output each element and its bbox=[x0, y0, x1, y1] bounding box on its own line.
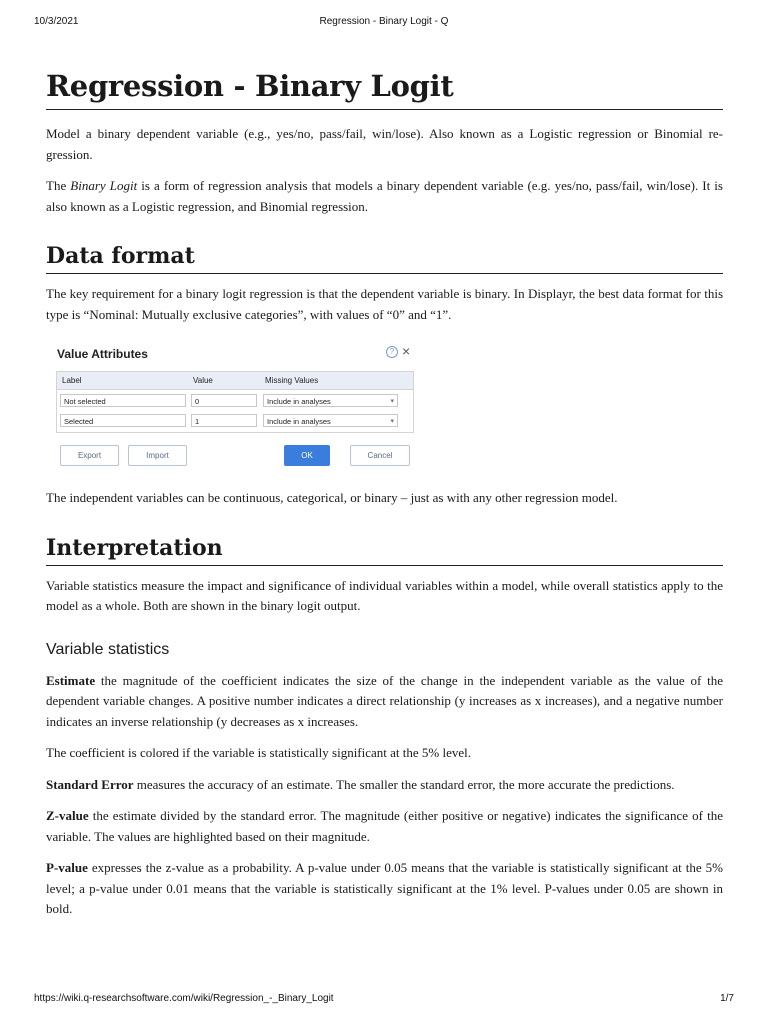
ok-button[interactable]: OK bbox=[284, 445, 330, 466]
page-title: Regression - Binary Logit bbox=[46, 62, 723, 110]
column-header-label: Label bbox=[62, 376, 82, 385]
table-header bbox=[57, 372, 413, 390]
cancel-button[interactable]: Cancel bbox=[350, 445, 410, 466]
estimate-paragraph: Estimate the magnitude of the coefficient indicates the size of the change in the independent variable as the value of the dependent variable changes. A positive number indicates a direct relationship (y increases as x increases), and a negative number indicates an inverse relationship (y decreases as x increases. bbox=[46, 672, 723, 729]
print-footer bbox=[34, 993, 734, 1007]
variable-statistics-heading: Variable statistics bbox=[46, 640, 170, 658]
close-icon[interactable]: × bbox=[402, 343, 411, 359]
independent-variables-paragraph: The independent variables can be continuous, categorical, or binary – just as with any other regression model. bbox=[46, 490, 618, 505]
interpretation-heading: Interpretation bbox=[46, 533, 723, 566]
p-value-paragraph: P-value expresses the z-value as a probability. A p-value under 0.05 means that the variable is statistically significant at the 5% level; a p-value under 0.01 means that the variable is statistically significant at the 1% level. P-values under 0.05 are shown in bold. bbox=[46, 860, 723, 916]
column-header-missing-values: Missing Values bbox=[265, 376, 319, 385]
data-format-paragraph: The key requirement for a binary logit regression is that the dependent variable is binary. In Displayr, the best data format for this type is “Nominal: Mutually exclusive categories”, with values of “0” and “1”. bbox=[46, 286, 723, 322]
label-input[interactable]: Selected bbox=[60, 414, 186, 427]
z-value-paragraph: Z-value the estimate divided by the standard error. The magnitude (either positive or negative) indicates the significance of the variable. The values are highlighted based on their magnitude. bbox=[46, 808, 723, 844]
missing-values-select[interactable]: Include in analyses ▾ bbox=[263, 414, 398, 427]
binary-logit-term: Binary Logit bbox=[70, 178, 138, 193]
help-icon[interactable]: ? bbox=[386, 346, 398, 358]
label-input[interactable]: Not selected bbox=[60, 394, 186, 407]
print-date: 10/3/2021 bbox=[34, 16, 79, 27]
chevron-down-icon: ▾ bbox=[390, 398, 394, 405]
intro-paragraph: Model a binary dependent variable (e.g., yes/no, pass/fail, win/lose). Also known as a Logistic regression or Binomial re-gression. bbox=[46, 126, 723, 162]
p-value-term: P-value bbox=[46, 860, 88, 875]
standard-error-paragraph: Standard Error measures the accuracy of an estimate. The smaller the standard error, the more accurate the predictions. bbox=[46, 776, 675, 792]
export-button[interactable]: Export bbox=[60, 445, 119, 466]
print-header bbox=[34, 16, 734, 30]
value-attributes-table bbox=[56, 371, 414, 433]
article bbox=[46, 62, 723, 920]
value-input[interactable]: 0 bbox=[191, 394, 257, 407]
value-input[interactable]: 1 bbox=[191, 414, 257, 427]
value-attributes-dialog bbox=[54, 343, 426, 478]
coefficient-paragraph: The coefficient is colored if the variable is statistically significant at the 5% level. bbox=[46, 745, 472, 760]
dialog-title: Value Attributes bbox=[57, 347, 148, 361]
estimate-term: Estimate bbox=[46, 672, 96, 688]
print-title: Regression - Binary Logit - Q bbox=[319, 16, 449, 27]
page-number: 1/7 bbox=[720, 993, 734, 1004]
import-button[interactable]: Import bbox=[128, 445, 187, 466]
page-url: https://wiki.q-researchsoftware.com/wiki/Regression_-_Binary_Logit bbox=[34, 993, 334, 1004]
table-row bbox=[57, 412, 413, 432]
column-header-value: Value bbox=[193, 376, 213, 385]
z-value-term: Z-value bbox=[46, 808, 89, 823]
chevron-down-icon: ▾ bbox=[390, 418, 394, 425]
interpretation-paragraph: Variable statistics measure the impact and significance of individual variables within a model, while overall statistics apply to the model as a whole. Both are shown in the binary logit output. bbox=[46, 577, 723, 613]
data-format-heading: Data format bbox=[46, 241, 723, 274]
definition-paragraph: The Binary Logit is a form of regression analysis that models a binary dependent variable (e.g. yes/no, pass/fail, win/lose). It is also known as a Logistic regression, and Binomial regression. bbox=[46, 178, 723, 214]
missing-values-select[interactable]: Include in analyses ▾ bbox=[263, 394, 398, 407]
standard-error-term: Standard Error bbox=[46, 776, 134, 792]
table-row bbox=[57, 392, 413, 412]
